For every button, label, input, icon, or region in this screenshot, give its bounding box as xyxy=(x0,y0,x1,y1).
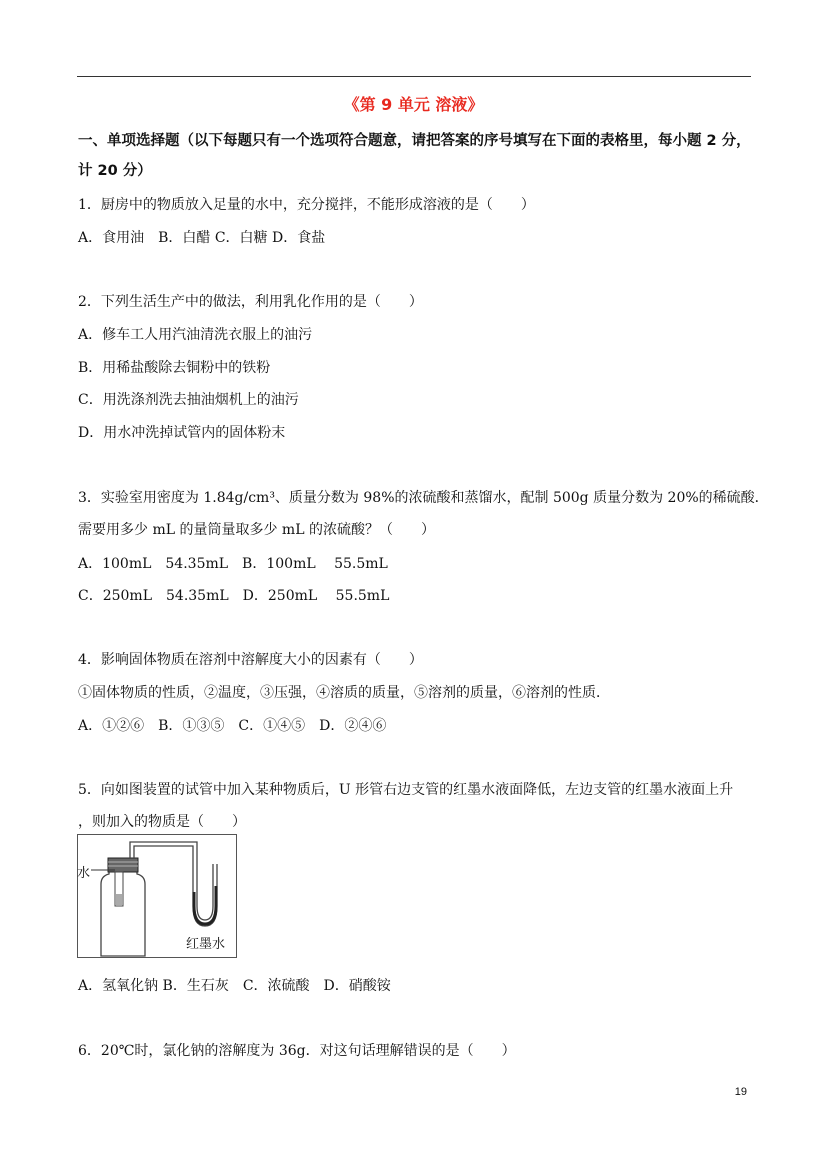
page-title: 《第 9 单元 溶液》 xyxy=(343,95,484,114)
question-3-stem: 3．实验室用密度为 1.84g/cm³、质量分数为 98%的浓硫酸和蒸馏水，配制 500g 质量分数为 20%的稀硫酸． xyxy=(78,490,769,506)
question-2-option-a: A．修车工人用汽油清洗衣服上的油污 xyxy=(78,327,313,343)
question-6-stem: 6．20℃时，氯化钠的溶解度为 36g．对这句话理解错误的是（ ） xyxy=(78,1043,516,1059)
question-2-option-d: D．用水冲洗掉试管内的固体粉末 xyxy=(78,425,286,441)
question-1-options: A．食用油 B．白醋 C．白糖 D．食盐 xyxy=(78,230,326,246)
figure-label-water: 水 xyxy=(77,866,91,881)
question-3-stem-continued: 需要用多少 mL 的量筒量取多少 mL 的浓硫酸？（ ） xyxy=(78,522,435,538)
question-2-stem: 2．下列生活生产中的做法，利用乳化作用的是（ ） xyxy=(78,294,423,310)
question-2-option-c: C．用洗涤剂洗去抽油烟机上的油污 xyxy=(78,392,299,408)
question-4-stem: 4．影响固体物质在溶剂中溶解度大小的因素有（ ） xyxy=(78,652,423,668)
question-5-options: A．氢氧化钠 B．生石灰 C．浓硫酸 D．硝酸铵 xyxy=(78,978,391,994)
header-rule xyxy=(77,76,751,77)
section-heading: 一、单项选择题（以下每题只有一个选项符合题意，请把答案的序号填写在下面的表格里，每小题 2 分，计 20 分） xyxy=(78,133,751,179)
page-number: 19 xyxy=(734,1086,747,1098)
question-4-options: A．①②⑥ B．①③⑤ C．①④⑤ D．②④⑥ xyxy=(78,718,387,734)
question-1-stem: 1．厨房中的物质放入足量的水中，充分搅拌，不能形成溶液的是（ ） xyxy=(78,197,535,213)
question-4-factors: ①固体物质的性质，②温度，③压强，④溶质的质量，⑤溶剂的质量，⑥溶剂的性质． xyxy=(78,685,610,701)
question-5-stem: 5．向如图装置的试管中加入某种物质后，U 形管右边支管的红墨水液面降低，左边支管的红墨水液面上升 xyxy=(78,782,734,798)
figure-label-red-ink: 红墨水 xyxy=(186,937,226,952)
question-2-option-b: B．用稀盐酸除去铜粉中的铁粉 xyxy=(78,360,271,376)
question-3-options-ab: A．100mL 54.35mL B．100mL 55.5mL xyxy=(78,556,388,572)
question-3-options-cd: C．250mL 54.35mL D．250mL 55.5mL xyxy=(78,588,390,604)
question-5-stem-continued: ，则加入的物质是（ ） xyxy=(78,814,246,830)
